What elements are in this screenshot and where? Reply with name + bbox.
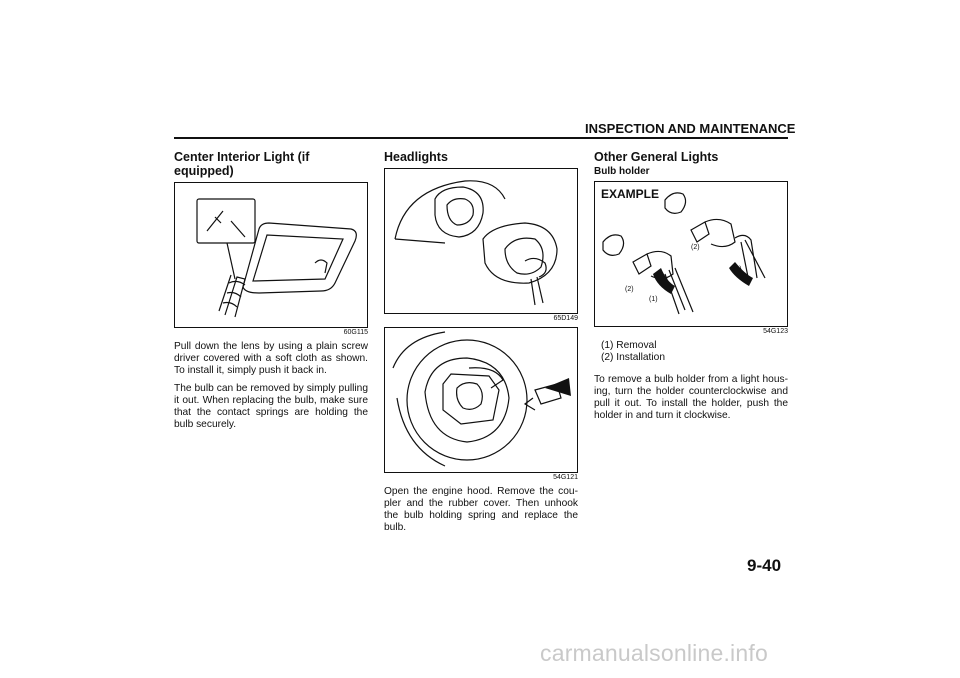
headlight-bulb-illustration [385,328,577,472]
figure-headlight-coupler [384,168,578,314]
paragraph: Pull down the lens by using a plain screw driver covered with a soft cloth as shown. To install it, simply push it back in. [174,341,368,376]
watermark: carmanualsonline.info [540,640,768,666]
callout-installation: (2) [691,244,700,251]
callout-removal: (1) [733,266,742,273]
figure-code: 54G123 [763,328,788,335]
column-headlights [384,150,578,540]
figure-headlight-bulb [384,327,578,473]
column-center-interior-light [174,150,368,437]
column-other-general-lights [594,150,788,428]
legend-item: (2) Installation [601,352,665,363]
heading-center-interior-light: Center Interior Light (if equipped) [174,150,310,178]
figure-code: 54G121 [553,474,578,481]
subheading-bulb-holder: Bulb holder [594,166,650,177]
example-label: EXAMPLE [601,187,660,201]
paragraph: Open the engine hood. Remove the cou-pler and the rubber cover. Then unhook the bulb holding spring and replace the bulb. [384,486,578,533]
figure-code: 65D149 [553,315,578,322]
callout-removal: (1) [649,296,658,303]
page-number: 9-40 [747,556,782,575]
figure-interior-light [174,182,368,328]
header-rule [174,137,788,139]
heading-other-general-lights: Other General Lights [594,150,719,164]
paragraph: The bulb can be removed by simply pulling it out. When replacing the bulb, make sure that the contact springs are holding the bulb securely. [174,383,368,430]
paragraph: To remove a bulb holder from a light hous-ing, turn the holder counterclockwise and pull it out. To install the holder, push the holder in and turn it clockwise. [594,374,788,421]
figure-bulb-holder [594,181,788,327]
bulb-holder-illustration [595,182,787,326]
callout-installation: (2) [625,286,634,293]
interior-light-illustration [175,183,367,327]
figure-code: 60G115 [343,329,368,336]
section-title: INSPECTION AND MAINTENANCE [585,121,796,136]
heading-headlights: Headlights [384,150,448,164]
legend-item: (1) Removal [601,340,657,351]
headlight-coupler-illustration [385,169,577,313]
